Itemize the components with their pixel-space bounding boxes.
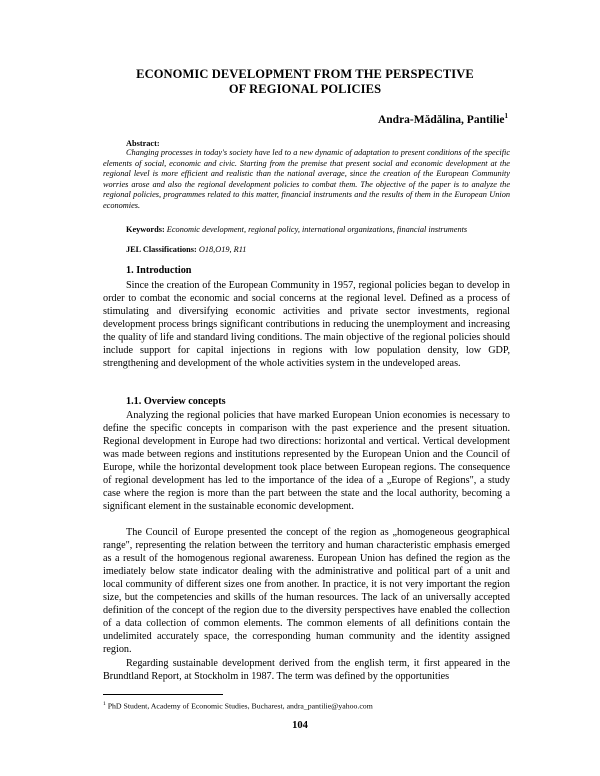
- title-line-2: OF REGIONAL POLICIES: [228, 82, 382, 96]
- author-text: Andra-Mădălina, Pantilie: [377, 113, 505, 126]
- paragraph-overview-1: Analyzing the regional policies that have marked European Union economies is necessary to define the specific concepts in comparison with the past experience and the present situation. Regional development in Europe had two directions: horizontal and vertical. Vertical development was made between regions and institutions represented by the European Union and the Council of Europe, while the horizontal development took place between European regions. The consequence of regional development has led to the importance of the idea of a „Europe of Regions", a study case where the region is more than the part between the state and the local authority, becoming a significant element in the sustainable economic development.: [103, 410, 510, 513]
- paragraph-introduction: Since the creation of the European Community in 1957, regional policies began to develop in order to combat the economic and social concerns at the regional level. Defined as a process of stimulating and diversifying economic activities and private sector investments, regional development process brings significant contributions in reducing the unemployment and increasing the quality of life and standard living conditions. The main objective of the regional policies should include support for capital injections in regions with low population density, low GDP, strengthening and development of the whole activities system in the undeveloped areas.: [103, 280, 510, 370]
- keywords-line: [126, 225, 510, 235]
- paragraph-overview-2: The Council of Europe presented the concept of the region as „homogeneous geographical range", representing the relation between the territory and human characteristic emphasis emerged as a result of the homogenous regional awareness. European Union has defined the region as the imediately below state indicator dealing with the administrative and political part of a unit and local community of different sizes one from another. In practice, it is not very important the region size, but the competencies and skills of the human resources. The lack of an universally accepted definition of the concept of the region due to the diversity perspectives have enabled the collection of a data collection of common elements. The common elements of all definitions contain the undelimited accurately space, the corresponding human community and the identity assigned region.: [103, 527, 510, 656]
- jel-text: O18,O19, R11: [198, 245, 247, 254]
- author-name: [378, 109, 508, 127]
- jel-label: JEL Classifications:: [126, 245, 197, 254]
- footnote-text: PhD Student, Academy of Economic Studies, Bucharest, andra_pantilie@yahoo.com: [105, 701, 373, 711]
- footnote-divider: [103, 694, 223, 695]
- title-line-1: ECONOMIC DEVELOPMENT FROM THE PERSPECTIVE: [136, 67, 474, 81]
- section-heading-overview: 1.1. Overview concepts: [126, 396, 226, 407]
- paragraph-overview-3: Regarding sustainable development derived from the english term, it first appeared in the Brundtland Report, at Stockholm in 1987. The term was defined by the opportunities: [103, 658, 510, 683]
- page-number: 104: [292, 720, 308, 731]
- jel-line: [126, 245, 246, 255]
- paper-title: [100, 67, 510, 97]
- keywords-text: Economic development, regional policy, international organizations, financial instruments: [166, 225, 468, 234]
- footnote-mark: 1: [103, 701, 106, 707]
- author-footnote-mark: 1: [504, 112, 508, 120]
- footnote: [103, 699, 373, 712]
- keywords-label: Keywords:: [126, 225, 165, 234]
- abstract-heading: Abstract:: [126, 139, 160, 148]
- abstract-text: Changing processes in today's society have led to a new dynamic of adaptation to present conditions of the specific elements of social, economic and civic. Starting from the premise that present social and economic development at the regional level is more efficient and realistic than the national average, since the creation of the European Community worries arose and also the regional development policies to combat them. The objective of the paper is to analyze the regional policies, programmes related to this matter, financial instruments and the results of them in the European Union economies.: [103, 148, 510, 210]
- section-heading-introduction: 1. Introduction: [126, 265, 192, 276]
